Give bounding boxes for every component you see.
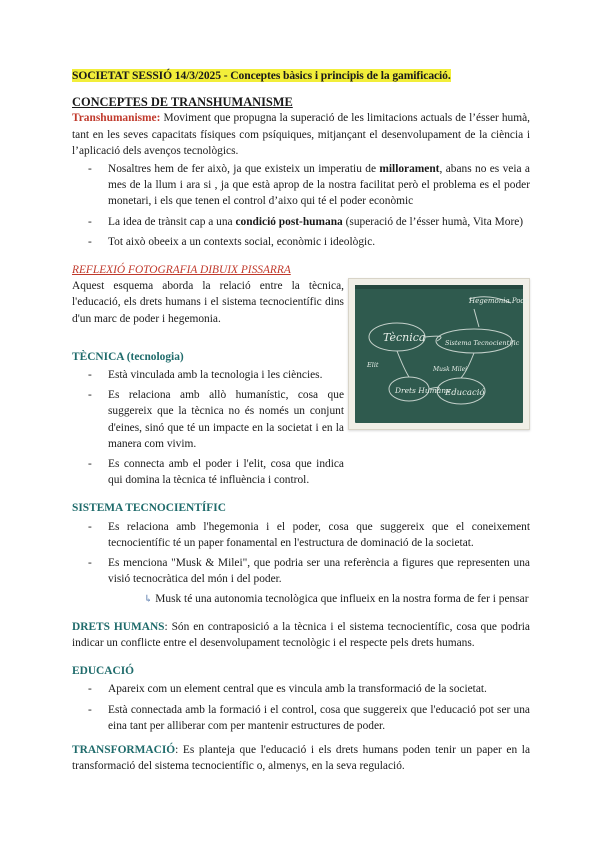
sub-arrow-icon: ↳ xyxy=(144,594,153,606)
list-item: - Es menciona "Musk & Milei", que podria ser una referència a figures que representen una visió tecnocràtica del món i del poder. xyxy=(72,555,530,587)
board-label: Educació xyxy=(445,388,485,399)
board-label: Sistema Tecnocientífic xyxy=(445,339,520,348)
tecnica-heading: TÈCNICA (tecnologia) xyxy=(72,350,184,363)
drets-label: DRETS HUMANS xyxy=(72,620,165,633)
list-item: - La idea de trànsit cap a una condició post-humana (superació de l’ésser humà, Vita More) xyxy=(72,214,530,230)
section-heading-transhumanisme: CONCEPTES DE TRANSHUMANISME xyxy=(72,95,293,110)
sistema-bullets xyxy=(72,519,530,588)
transhumanisme-definition xyxy=(72,110,530,159)
sistema-heading: SISTEMA TECNOCIENTÍFIC xyxy=(72,502,226,515)
transhumanisme-label: Transhumanisme: xyxy=(72,112,161,125)
drets-text: : Són en contraposició a la tècnica i el sistema tecnocientífic, cosa que podria indicar un conflicte entre el desenvolupament tecnològic i el respecte pels drets humans. xyxy=(72,620,530,649)
sistema-sub-text: Musk té una autonomia tecnològica que influeix en la nostra forma de fer i pensar xyxy=(155,593,529,606)
educacio-heading: EDUCACIÓ xyxy=(72,665,135,678)
list-item: - Apareix com un element central que es vincula amb la transformació de la societat. xyxy=(72,681,530,697)
board-label: Hegemonia Poder xyxy=(469,297,529,306)
list-item: - Es relaciona amb l'hegemonia i el poder, cosa que suggereix que el coneixement tecnocientífic té un paper fonamental en l'estructura de dominació de la societat. xyxy=(72,519,530,551)
educacio-bullets xyxy=(72,681,530,734)
board-label: Elit xyxy=(367,361,379,370)
list-item: - Està vinculada amb la tecnologia i les ciències. xyxy=(72,367,344,383)
list-item: - Tot això obeeix a un contexts social, econòmic i ideològic. xyxy=(72,234,530,250)
drets-paragraph xyxy=(72,619,530,651)
list-item: - Està connectada amb la formació i el control, cosa que suggereix que l'educació pot ser una eina tant per alliberar com per mantenir estructures de poder. xyxy=(72,702,530,734)
transformacio-label: TRANSFORMACIÓ xyxy=(72,743,176,756)
blackboard-photo xyxy=(348,278,530,430)
board-label: Drets Humans xyxy=(395,386,450,396)
transhumanisme-bullets xyxy=(72,161,530,250)
list-item: - Nosaltres hem de fer això, ja que existeix un imperatiu de millorament, abans no es veia a mes de la llum i ara si , ja que està aprop de la nostra facilitat però el problema es el poder monetari, i els que tenen el control d’aixo qui té el poder econòmic xyxy=(72,161,530,210)
reflexio-block xyxy=(72,278,530,488)
list-item: - Es connecta amb el poder i l'elit, cosa que indica qui domina la tècnica té influència i control. xyxy=(72,456,344,488)
list-item: - Es relaciona amb allò humanístic, cosa que suggereix que la tècnica no és només un conjunt d'eines, sinó que té un impacte en la societat i en la manera com vivim. xyxy=(72,387,344,452)
board-label: Tècnica xyxy=(383,331,426,345)
reflexio-heading: REFLEXIÓ FOTOGRAFIA DIBUIX PISSARRA xyxy=(72,264,291,277)
blackboard-image xyxy=(349,279,529,429)
transformacio-text: : Es planteja que l'educació i els drets humans poden tenir un paper en la transformació del sistema tecnocientífic o, almenys, en la seva regulació. xyxy=(72,743,530,773)
transformacio-paragraph xyxy=(72,742,530,774)
document-page xyxy=(72,68,530,774)
transhumanisme-text: Moviment que propugna la superació de les limitacions actuals de l’ésser humà, tant en les seves capacitats físiques com psíquiques, mitjançant el desenvolupament de la ciència i l’aplicació dels avenços tecnològics. xyxy=(72,112,530,157)
document-title: SOCIETAT SESSIÓ 14/3/2025 - Conceptes bàsics i principis de la gamificació. xyxy=(72,69,451,82)
tecnica-bullets xyxy=(72,367,344,488)
reflexio-text: Aquest esquema aborda la relació entre la tècnica, l'educació, els drets humans i el sistema tecnocientífic dins d'un marc de poder i hegemonia. xyxy=(72,280,344,325)
board-label: Musk Milei xyxy=(433,366,468,374)
sistema-sub-item xyxy=(72,591,530,608)
